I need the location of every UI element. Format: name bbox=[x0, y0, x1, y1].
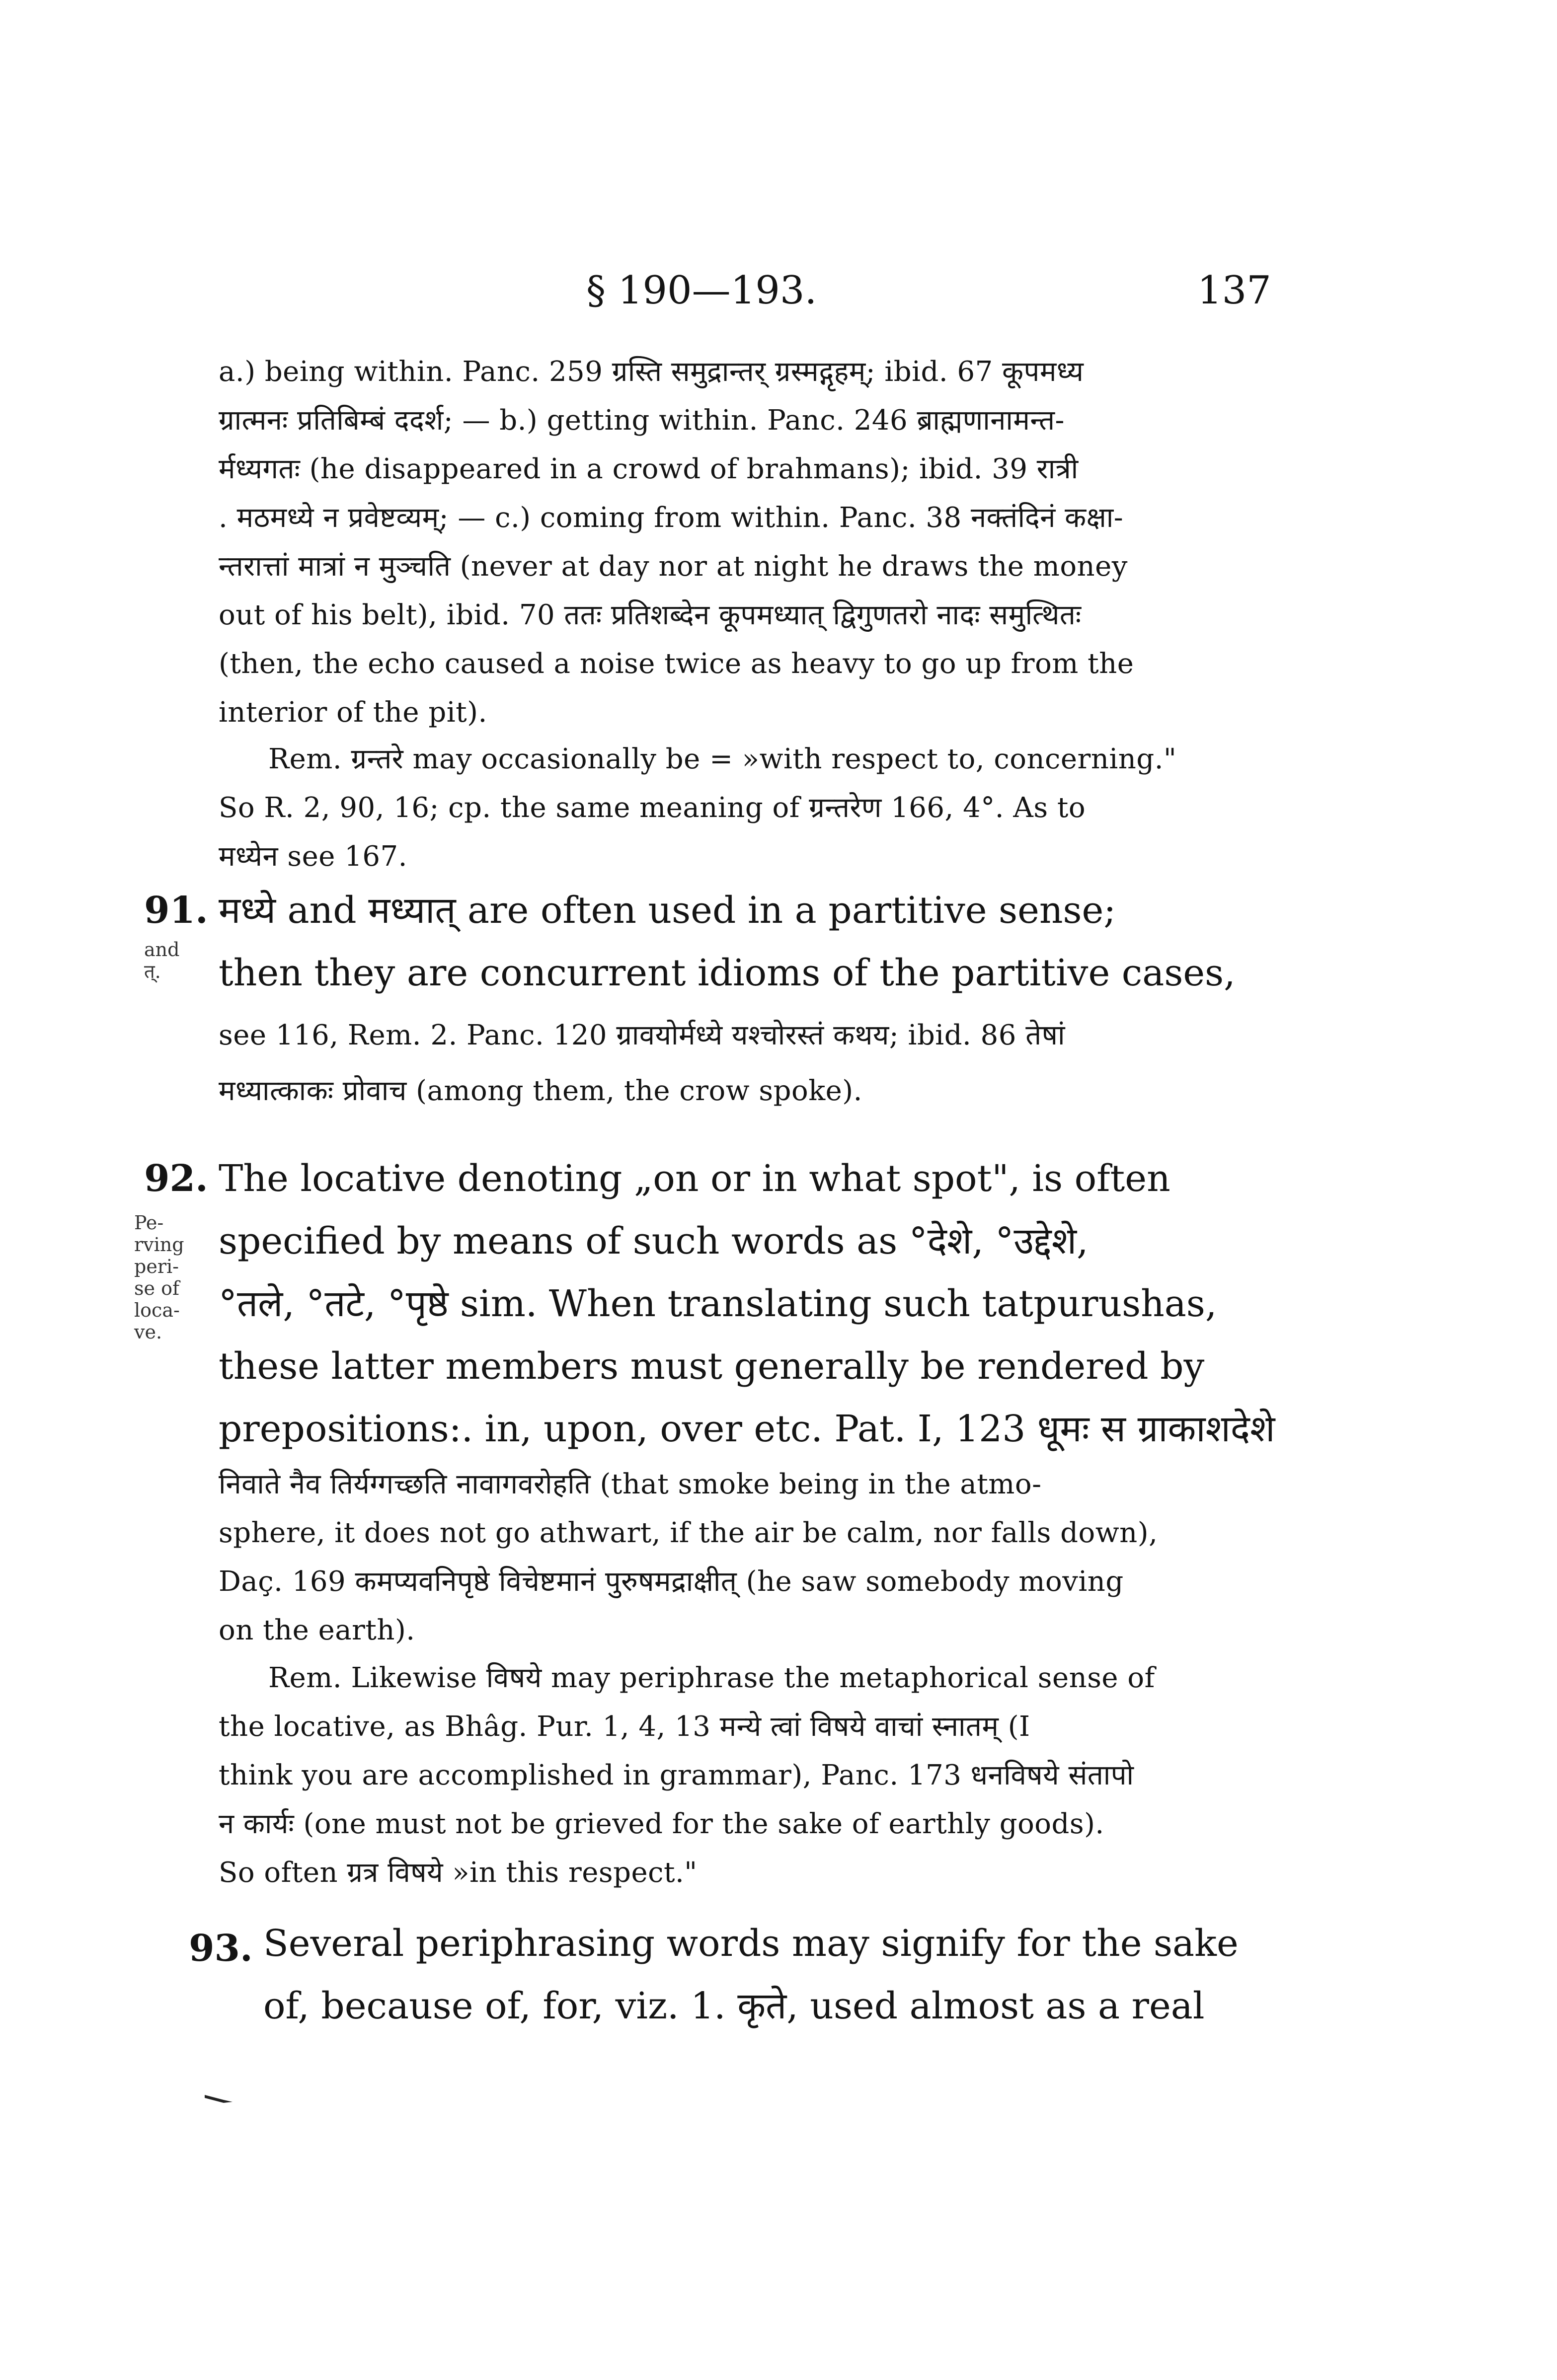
remark-line: So R. 2, 90, 16; cp. the same meaning of ग्रन्तरेण 166, 4°. As to bbox=[219, 792, 1086, 824]
text-line: निवाते नैव तिर्यग्गच्छति नावागवरोहति (that smoke being in the atmo- bbox=[219, 1468, 1042, 1500]
text-line: sphere, it does not go athwart, if the air be calm, nor falls down), bbox=[219, 1517, 1158, 1549]
text-line: Daç. 169 कमप्यवनिपृष्ठे विचेष्टमानं पुरुषमद्राक्षीत् (he saw somebody moving bbox=[219, 1565, 1124, 1598]
remark-line: think you are accomplished in grammar), Panc. 173 धनविषये संतापो bbox=[219, 1759, 1134, 1791]
section-number-193: 93. bbox=[189, 1927, 253, 1970]
remark-line: So often ग्रत्र विषये »in this respect." bbox=[219, 1857, 698, 1889]
text-line: र्मध्यगतः (he disappeared in a crowd of brahmans); ibid. 39 रात्री bbox=[219, 453, 1079, 485]
text-line: then they are concurrent idioms of the partitive cases, bbox=[219, 952, 1236, 994]
paragraph-192-cont bbox=[219, 1460, 1242, 1655]
paragraph-193 bbox=[263, 1912, 1247, 2037]
text-line: out of his belt), ibid. 70 ततः प्रतिशब्देन कूपमध्यात् द्विगुणतरो नादः समुत्थितः bbox=[219, 599, 1082, 631]
text-line: of, because of, for, viz. 1. कृते, used almost as a real bbox=[263, 1985, 1205, 2027]
remark-line: न कार्यः (one must not be grieved for the sake of earthly goods). bbox=[219, 1808, 1104, 1840]
text-line: ग्रात्मनः प्रतिबिम्बं ददर्श; — b.) getting within. Panc. 246 ब्राह्मणानामन्त- bbox=[219, 404, 1065, 437]
printer-mark-icon bbox=[204, 2091, 234, 2106]
text-line: Several periphrasing words may signify for the sake bbox=[263, 1922, 1239, 1965]
paragraph-190-continued bbox=[219, 348, 1232, 737]
remark-line: the locative, as Bhâg. Pur. 1, 4, 13 मन्ये त्वां विषये वाचां स्नातम् (I bbox=[219, 1711, 1030, 1743]
remark-line: Rem. ग्रन्तरे may occasionally be = »with respect to, concerning." bbox=[268, 743, 1177, 775]
remark-190 bbox=[219, 735, 1232, 881]
remark-line: मध्येन see 167. bbox=[219, 840, 407, 873]
text-line: मध्ये and मध्यात् are often used in a partitive sense; bbox=[219, 889, 1116, 932]
text-line: interior of the pit). bbox=[219, 696, 487, 729]
page-number: 137 bbox=[1197, 268, 1271, 313]
text-line: on the earth). bbox=[219, 1614, 415, 1646]
margin-note-191: and त्. bbox=[144, 939, 180, 982]
text-line: see 116, Rem. 2. Panc. 120 ग्रावयोर्मध्ये यश्चोरस्तं कथय; ibid. 86 तेषां bbox=[219, 1019, 1066, 1051]
remark-line: Rem. Likewise विषये may periphrase the metaphorical sense of bbox=[268, 1662, 1155, 1694]
margin-note-192: Pe- rving peri- se of loca- ve. bbox=[134, 1212, 184, 1343]
text-line: a.) being within. Panc. 259 ग्रस्ति समुद्रान्तर् ग्रस्मद्गृहम्; ibid. 67 कूपमध्य bbox=[219, 356, 1084, 388]
paragraph-192 bbox=[219, 1147, 1275, 1460]
section-number-191: 91. bbox=[144, 889, 208, 932]
section-range-header: § 190—193. bbox=[586, 268, 817, 313]
text-line: °तले, °तटे, °पृष्ठे sim. When translating such tatpurushas, bbox=[219, 1282, 1217, 1325]
text-line: these latter members must generally be rendered by bbox=[219, 1345, 1205, 1388]
text-line: न्तरात्तां मात्रां न मुञ्चति (never at day nor at night he draws the money bbox=[219, 550, 1128, 583]
remark-192 bbox=[219, 1654, 1242, 1897]
text-line: मध्यात्काकः प्रोवाच (among them, the crow spoke). bbox=[219, 1075, 862, 1107]
text-line: . मठमध्ये न प्रवेष्टव्यम्; — c.) coming from within. Panc. 38 नक्तंदिनं कक्षा- bbox=[219, 502, 1124, 534]
text-line: prepositions:. in, upon, over etc. Pat. I, 123 धूमः स ग्राकाशदेशे bbox=[219, 1408, 1275, 1450]
paragraph-191 bbox=[219, 879, 1242, 1116]
text-line: (then, the echo caused a noise twice as heavy to go up from the bbox=[219, 648, 1134, 680]
section-number-192: 92. bbox=[144, 1157, 208, 1200]
text-line: specified by means of such words as °देशे, °उद्देशे, bbox=[219, 1220, 1089, 1263]
text-line: The locative denoting „on or in what spot", is often bbox=[219, 1157, 1170, 1200]
